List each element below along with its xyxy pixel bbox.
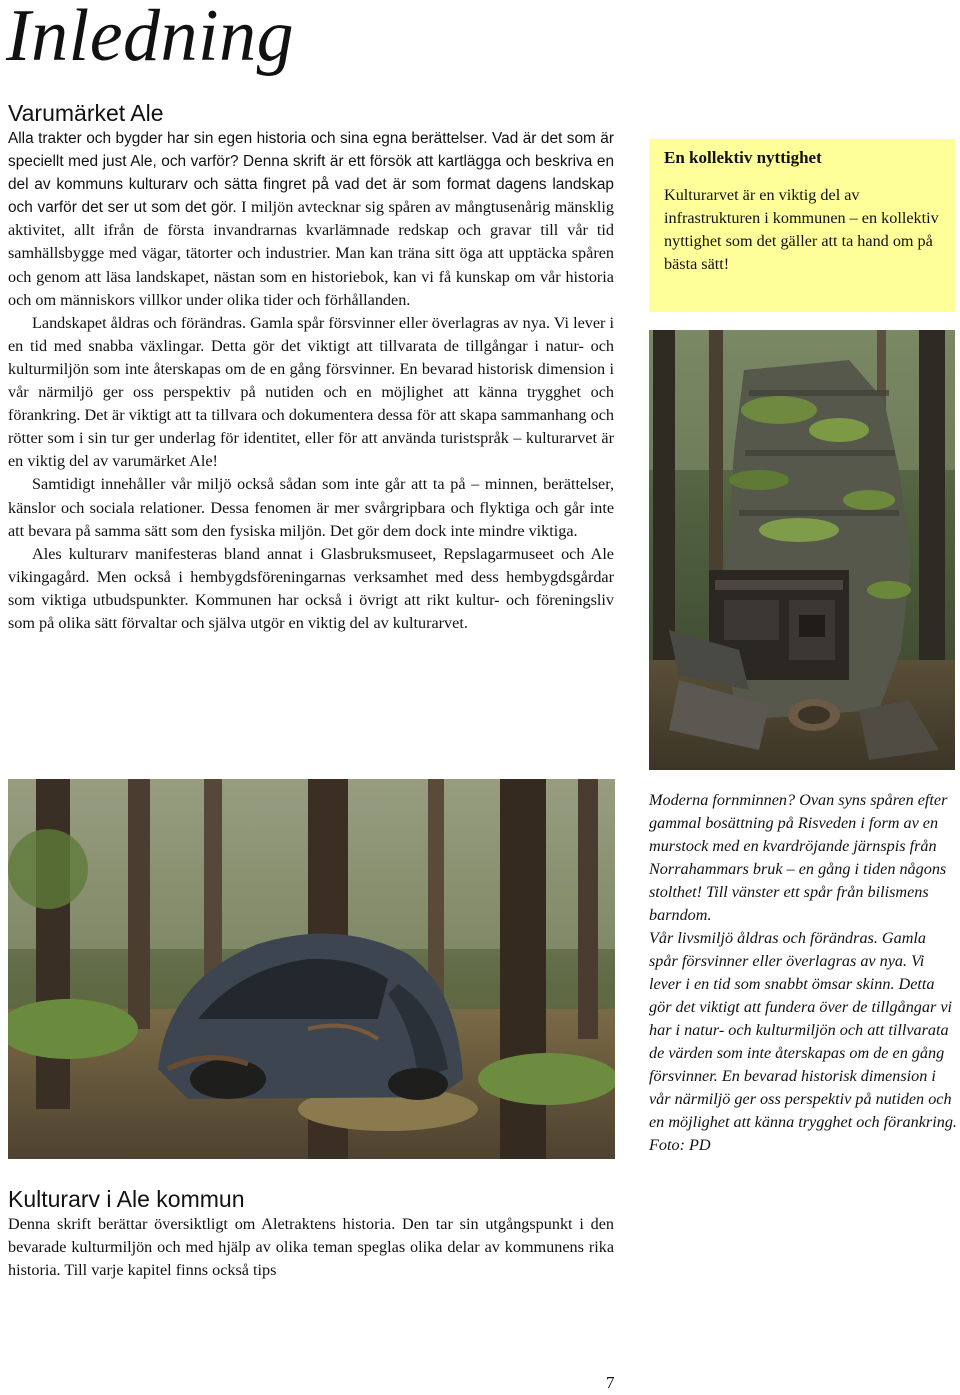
paragraph-4: Ales kulturarv manifesteras bland annat i Glasbruksmuseet, Repslagarmuseet och Ale vikingagård. Men också i hembygdsföreningarnas verksamhet med dess hembygdsgårdar som viktiga utbudspunkter. Kommunen har också i övrigt att rikt kultur- och föreningsliv som på olika sätt förvaltar och själva utgör en viktig del av kulturarvet. bbox=[8, 544, 614, 632]
car-wreck-photo bbox=[8, 779, 615, 1159]
section-body-kulturarv bbox=[8, 1213, 614, 1282]
paragraph-3: Samtidigt innehåller vår miljö också sådan som inte går att ta på – minnen, berättelser, känslor och sociala relationer. Dessa fenomen är mer svårgripbara och flyktiga och går inte att bevara på samma sätt som den fysiska miljön. Det gör dem dock inte mindre viktiga. bbox=[8, 475, 614, 540]
paragraph-1 bbox=[8, 127, 614, 312]
photo-caption bbox=[649, 789, 957, 1157]
section-body-varumarket bbox=[8, 127, 614, 635]
caption-paragraph-2: Vår livsmiljö åldras och förändras. Gamla spår försvinner eller överlagras av nya. Vi lever i en tid som snabbt ömsar skinn. Detta gör det viktigt att fundera över de tillgångar vi har i natur- och kulturmiljön och att tillvarata de värden som inte återskapas om de en gång försvinner. En bevarad historisk dimension i vår närmiljö ger oss perspektiv på nutiden och en möjlighet att känna trygghet och förankring. Foto: PD bbox=[649, 929, 957, 1154]
info-box-body: Kulturarvet är en viktig del av infrastrukturen i kommunen – en kollektiv nyttighet som det gäller att ta hand om på bästa sätt! bbox=[664, 186, 939, 273]
chimney-stove-photo bbox=[649, 330, 955, 770]
section-heading-kulturarv: Kulturarv i Ale kommun bbox=[8, 1186, 245, 1212]
info-box-title: En kollektiv nyttighet bbox=[664, 148, 822, 167]
page-title: Inledning bbox=[6, 0, 295, 77]
page-number: 7 bbox=[606, 1373, 615, 1392]
lead-sentence: Alla trakter och bygder har sin egen historia och sina egna berättelser. Vad är det som är speciellt med just Ale, och varför? Denna skrift är ett försök att kartlägga och beskriva en del av kommuns kulturarv och sätta fingret på vad det är som format dagens landskap och varför det ser ut som det gör. bbox=[8, 130, 614, 217]
paragraph-2: Landskapet åldras och förändras. Gamla spår försvinner eller överlagras av nya. Vi lever i en tid med snabba växlingar. Detta gör det viktigt att tillvarata de tillgångar i natur- och kulturmiljön som inte återskapas om de en gång försvinner. En bevarad historisk dimension i vår närmiljö ger oss perspektiv på nutiden och en möjlighet att känna trygghet och förankring. Det är viktigt att ta tillvara och dokumentera dessa för att skapa sammanhang och rötter som i sin tur ger underlag för identitet, eller för att använda turistspråk – kulturarvet är en viktig del av varumärket Ale! bbox=[8, 313, 614, 471]
caption-paragraph-1: Moderna fornminnen? Ovan syns spåren efter gammal bosättning på Risveden i form av en murstock med en kvardröjande järnspis från Norrahammars bruk – en gång i tiden någons stolthet! Till vänster ett spår från bilismens barndom. bbox=[649, 791, 948, 924]
kulturarv-paragraph: Denna skrift berättar översiktligt om Aletraktens historia. Den tar sin utgångspunkt i den bevarade kulturmiljön och med hjälp av olika teman speglas olika delar av kommunens rika historia. Till varje kapitel finns också tips bbox=[8, 1215, 614, 1280]
info-box bbox=[649, 139, 955, 312]
paragraph-1-rest: I miljön avtecknar sig spåren av mångtusenårig mänsklig aktivitet, allt ifrån de första invandrarnas kvarlämnade redskap och gravar till vår tid samhällsbygge med vägar, tätorter och industrier. Man kan träna sitt öga att upptäcka spåren och genom att läsa landskapet, nästan som en historiebok, kan vi få kunskap om vår historia och om människors villkor under olika tider och förhållanden. bbox=[8, 198, 615, 309]
section-heading-varumarket: Varumärket Ale bbox=[8, 100, 164, 126]
